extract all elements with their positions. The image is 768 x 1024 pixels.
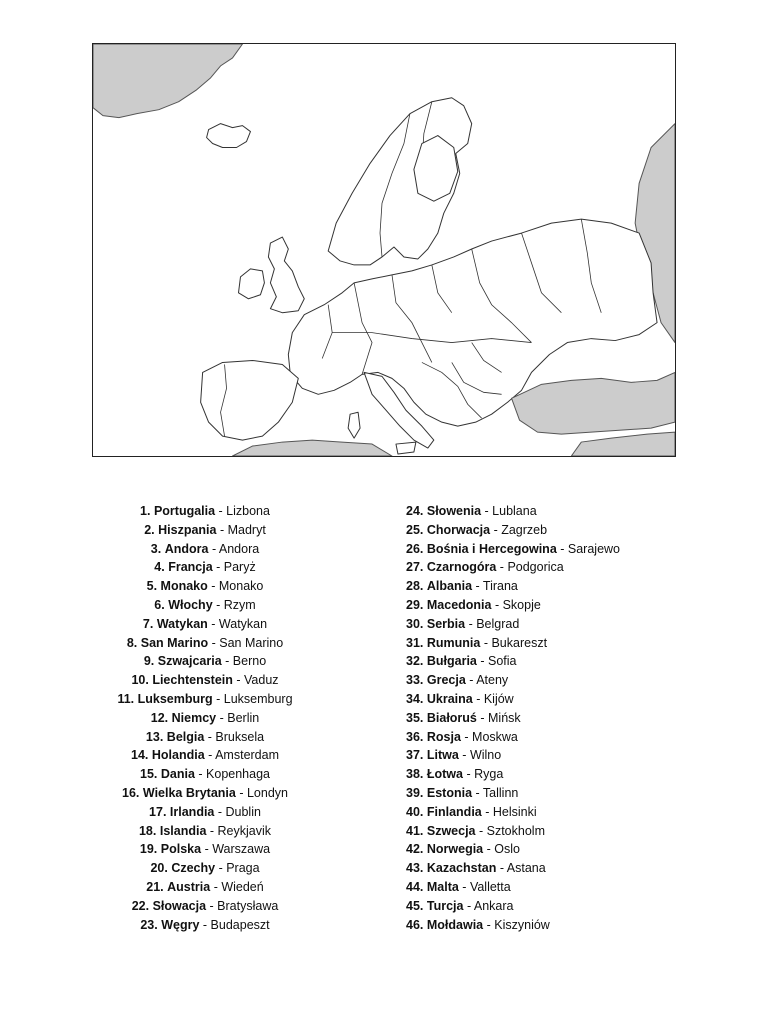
legend-number: 31. <box>406 635 424 650</box>
legend-country: Kazachstan <box>426 861 497 876</box>
legend-capital: Tirana <box>482 579 518 594</box>
legend-item: 44. Malta - Valletta <box>406 879 511 894</box>
legend-capital: Skopje <box>502 597 541 612</box>
legend-capital: Andora <box>218 541 260 556</box>
legend-country: Islandia <box>159 823 207 838</box>
legend-item: 33. Grecja - Ateny <box>406 673 509 688</box>
legend-capital: Ateny <box>476 673 509 688</box>
legend-number: 43. <box>406 861 424 876</box>
legend-country: Liechtenstein <box>152 673 233 688</box>
legend-country: Ukraina <box>426 691 473 706</box>
legend-number: 35. <box>406 710 424 725</box>
legend-item: 19. Polska - Warszawa <box>139 842 271 857</box>
legend-country: Hiszpania <box>158 522 217 537</box>
ireland-shape <box>239 269 265 299</box>
legend-number: 36. <box>406 729 424 744</box>
turkey-shape <box>512 372 675 434</box>
legend-capital: Kopenhaga <box>206 767 270 782</box>
legend-item: 32. Bułgaria - Sofia <box>406 654 517 669</box>
legend-capital: Watykan <box>218 616 268 631</box>
legend-number: 45. <box>406 898 424 913</box>
legend-item: 18. Islandia - Reykjavik <box>138 823 272 838</box>
legend-number: 33. <box>406 673 424 688</box>
legend-capital: Sofia <box>488 654 517 669</box>
legend-country: Słowacja <box>152 898 207 913</box>
legend-item: 5. Monako - Monako <box>146 579 264 594</box>
legend-item: 8. San Marino - San Marino <box>126 635 284 650</box>
legend-number: 21. <box>146 879 164 894</box>
legend-item: 12. Niemcy - Berlin <box>150 710 260 725</box>
legend-country: Czarnogóra <box>426 560 497 575</box>
legend-number: 46. <box>406 917 424 932</box>
legend-item: 45. Turcja - Ankara <box>406 898 514 913</box>
legend-number: 8. <box>126 635 138 650</box>
legend-capital: Budapeszt <box>210 917 270 932</box>
legend-country: Monako <box>160 579 208 594</box>
legend-capital: Mińsk <box>488 710 521 725</box>
legend-item: 11. Luksemburg - Luksemburg <box>117 691 293 706</box>
legend-number: 7. <box>142 616 154 631</box>
legend-country: Grecja <box>426 673 466 688</box>
legend-capital: Ryga <box>474 767 504 782</box>
sardinia-shape <box>348 412 360 438</box>
legend-capital: Tallinn <box>482 785 519 800</box>
legend-item: 34. Ukraina - Kijów <box>406 691 514 706</box>
legend-country: Finlandia <box>426 804 482 819</box>
legend-right-column <box>406 502 666 934</box>
legend-item: 20. Czechy - Praga <box>150 861 260 876</box>
legend-item: 36. Rosja - Moskwa <box>406 729 518 744</box>
legend-country: Chorwacja <box>426 522 491 537</box>
legend-capital: Rzym <box>223 597 256 612</box>
legend-item: 39. Estonia - Tallinn <box>406 785 519 800</box>
sicily-shape <box>396 442 416 454</box>
legend-country: Irlandia <box>169 804 215 819</box>
legend-country: Litwa <box>426 748 459 763</box>
blank-europe-map <box>92 43 676 457</box>
legend-country: Albania <box>426 579 473 594</box>
legend-capital: Podgorica <box>507 560 564 575</box>
legend-item: 40. Finlandia - Helsinki <box>406 804 537 819</box>
legend-country: Bułgaria <box>426 654 477 669</box>
legend-capital: Kijów <box>483 691 514 706</box>
legend-capital: Valletta <box>469 879 511 894</box>
legend-country: Francja <box>168 560 213 575</box>
legend-country: Luksemburg <box>137 691 213 706</box>
legend-number: 6. <box>154 597 165 612</box>
legend-country: Estonia <box>426 785 473 800</box>
legend-country: Portugalia <box>153 504 216 518</box>
legend-item: 21. Austria - Wiedeń <box>146 879 264 894</box>
legend-capital: Monako <box>218 579 264 594</box>
legend-item: 42. Norwegia - Oslo <box>406 842 520 857</box>
legend-item: 7. Watykan - Watykan <box>142 616 268 631</box>
legend-item: 16. Wielka Brytania - Londyn <box>122 785 288 800</box>
legend-item: 6. Włochy - Rzym <box>154 597 256 612</box>
legend-item: 29. Macedonia - Skopje <box>406 597 541 612</box>
legend-capital: Wiedeń <box>221 879 264 894</box>
legend-country: San Marino <box>140 635 209 650</box>
iceland-shape <box>207 124 251 148</box>
legend-capital: Berlin <box>227 710 260 725</box>
legend-item: 27. Czarnogóra - Podgorica <box>406 560 564 575</box>
legend-item: 3. Andora - Andora <box>150 541 260 556</box>
legend-capital: Bukareszt <box>491 635 548 650</box>
europe-outline-svg <box>93 44 675 456</box>
legend-country: Wielka Brytania <box>142 785 236 800</box>
legend-number: 44. <box>406 879 424 894</box>
legend-capital: Belgrad <box>476 616 520 631</box>
legend-item: 25. Chorwacja - Zagrzeb <box>406 522 548 537</box>
legend-capital: Bruksela <box>215 729 265 744</box>
legend-capital: Madryt <box>227 522 266 537</box>
legend-item: 46. Mołdawia - Kiszyniów <box>406 917 550 932</box>
iberian-peninsula-shape <box>201 360 299 440</box>
legend-item: 9. Szwajcaria - Berno <box>143 654 267 669</box>
legend-number: 25. <box>406 522 424 537</box>
legend-country: Rumunia <box>426 635 481 650</box>
legend-capital: Reykjavik <box>217 823 272 838</box>
legend-number: 22. <box>131 898 150 913</box>
legend-capital: Helsinki <box>492 804 537 819</box>
legend-number: 39. <box>406 785 424 800</box>
legend-number: 19. <box>139 842 158 857</box>
legend-country: Węgry <box>161 917 200 932</box>
legend-number: 11. <box>117 691 135 706</box>
legend-capital: Luksemburg <box>223 691 293 706</box>
legend-capital: Berno <box>232 654 267 669</box>
great-britain-shape <box>268 237 304 313</box>
legend-item: 28. Albania - Tirana <box>406 579 518 594</box>
legend-country: Czechy <box>171 861 216 876</box>
legend-number: 38. <box>406 767 424 782</box>
legend-country: Holandia <box>151 748 205 763</box>
legend-number: 29. <box>406 597 424 612</box>
legend-number: 41. <box>406 823 424 838</box>
legend-country: Szwajcaria <box>157 654 222 669</box>
legend-item: 10. Liechtenstein - Vaduz <box>131 673 279 688</box>
legend-number: 23. <box>140 917 158 932</box>
legend-item: 26. Bośnia i Hercegowina - Sarajewo <box>406 541 621 556</box>
legend-number: 34. <box>406 691 424 706</box>
legend-number: 42. <box>406 842 424 857</box>
legend-item: 41. Szwecja - Sztokholm <box>406 823 545 838</box>
legend-country: Norwegia <box>426 842 484 857</box>
legend-number: 14. <box>131 748 149 763</box>
legend-item: 15. Dania - Kopenhaga <box>140 767 270 782</box>
legend-country: Szwecja <box>426 823 476 838</box>
legend-number: 9. <box>143 654 155 669</box>
legend-number: 32. <box>406 654 424 669</box>
legend-number: 20. <box>150 861 168 876</box>
legend-country: Włochy <box>168 597 213 612</box>
legend-number: 2. <box>144 522 155 537</box>
legend-country: Macedonia <box>426 597 492 612</box>
legend-capital: Moskwa <box>472 729 518 744</box>
legend-country: Belgia <box>166 729 205 744</box>
legend-number: 24. <box>406 504 424 518</box>
legend-country: Austria <box>167 879 211 894</box>
legend-capital: Lublana <box>492 504 537 518</box>
legend-number: 13. <box>145 729 164 744</box>
legend-country: Dania <box>160 767 195 782</box>
legend-country: Mołdawia <box>426 917 484 932</box>
legend-country: Polska <box>160 842 202 857</box>
legend-capital: Warszawa <box>212 842 271 857</box>
legend-country: Słowenia <box>426 504 482 518</box>
legend-country: Rosja <box>426 729 461 744</box>
legend-item: 23. Węgry - Budapeszt <box>140 917 270 932</box>
legend-capital: Bratysława <box>217 898 279 913</box>
legend-number: 26. <box>406 541 424 556</box>
legend-item: 4. Francja - Paryż <box>154 560 256 575</box>
legend-number: 4. <box>154 560 165 575</box>
legend-number: 15. <box>140 767 158 782</box>
legend-country: Turcja <box>426 898 464 913</box>
legend-capital: Sztokholm <box>486 823 545 838</box>
legend-item: 17. Irlandia - Dublin <box>149 804 261 819</box>
legend-item: 35. Białoruś - Mińsk <box>406 710 521 725</box>
legend-country: Malta <box>426 879 459 894</box>
legend-number: 5. <box>146 579 158 594</box>
legend-number: 30. <box>406 616 424 631</box>
legend-number: 18. <box>138 823 157 838</box>
legend-capital: Dublin <box>225 804 261 819</box>
greenland-shape <box>93 44 242 118</box>
legend-capital: Amsterdam <box>215 748 279 763</box>
legend-number: 1. <box>140 504 151 518</box>
legend-item: 38. Łotwa - Ryga <box>406 767 504 782</box>
legend-country: Watykan <box>156 616 208 631</box>
legend-capital: Sarajewo <box>567 541 621 556</box>
legend-number: 40. <box>406 804 424 819</box>
legend-number: 28. <box>406 579 424 594</box>
legend-number: 37. <box>406 748 424 763</box>
legend-capital: Wilno <box>469 748 502 763</box>
legend-capital: Paryż <box>223 560 256 575</box>
legend-number: 12. <box>150 710 169 725</box>
legend-item: 37. Litwa - Wilno <box>406 748 502 763</box>
legend-number: 10. <box>131 673 149 688</box>
legend-item: 22. Słowacja - Bratysława <box>131 898 279 913</box>
legend-number: 16. <box>122 785 140 800</box>
legend-item: 2. Hiszpania - Madryt <box>144 522 266 537</box>
legend-capital: Vaduz <box>244 673 279 688</box>
legend-country: Białoruś <box>426 710 477 725</box>
legend-capital: Lizbona <box>226 504 270 518</box>
legend-item: 31. Rumunia - Bukareszt <box>406 635 548 650</box>
legend-country: Andora <box>164 541 209 556</box>
legend-country: Serbia <box>426 616 466 631</box>
legend-capital: Ankara <box>473 898 514 913</box>
legend-number: 17. <box>149 804 167 819</box>
legend-item: 14. Holandia - Amsterdam <box>131 748 279 763</box>
legend-item: 13. Belgia - Bruksela <box>145 729 265 744</box>
legend-capital: Astana <box>506 861 546 876</box>
legend-number: 3. <box>150 541 162 556</box>
middle-east-shape <box>571 432 675 456</box>
legend-capital: Zagrzeb <box>501 522 548 537</box>
legend-item: 24. Słowenia - Lublana <box>406 504 537 518</box>
legend-country: Niemcy <box>171 710 217 725</box>
legend-capital: Londyn <box>246 785 288 800</box>
legend-country: Bośnia i Hercegowina <box>426 541 557 556</box>
legend-country: Łotwa <box>426 767 463 782</box>
north-africa-shape <box>233 440 392 456</box>
legend-item: 1. Portugalia - Lizbona <box>140 504 270 518</box>
legend-number: 27. <box>406 560 424 575</box>
legend-item: 43. Kazachstan - Astana <box>406 861 546 876</box>
legend-capital: Praga <box>226 861 260 876</box>
legend-capital: Kiszyniów <box>494 917 550 932</box>
legend-left-column <box>110 502 300 934</box>
legend-capital: Oslo <box>494 842 520 857</box>
legend-item: 30. Serbia - Belgrad <box>406 616 520 631</box>
legend-capital: San Marino <box>219 635 284 650</box>
